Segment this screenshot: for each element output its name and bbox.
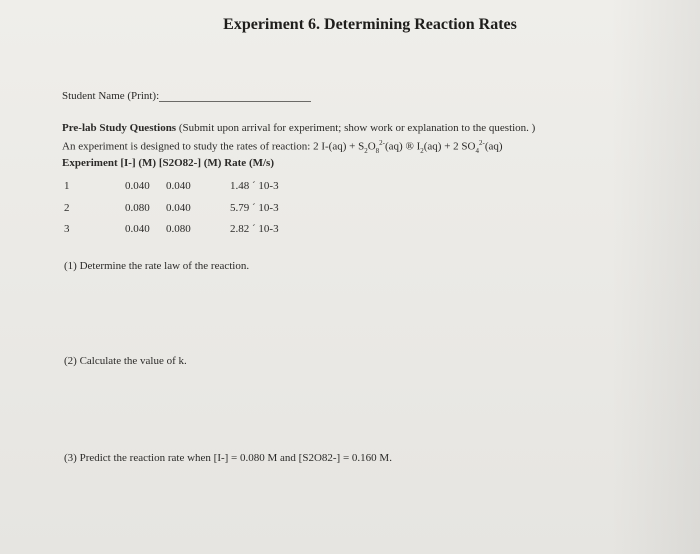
prelab-instructions (62, 122, 535, 134)
student-name-line[interactable] (159, 91, 311, 102)
intro-i2-sub: 2 (420, 146, 424, 155)
reaction-intro (62, 139, 503, 155)
prelab-heading: Pre-lab Study Questions (62, 122, 177, 134)
intro-text: An experiment is designed to study the rates of reaction: 2 I-(aq) + S (62, 140, 365, 153)
page-shadow (610, 0, 700, 554)
table-cell-rate: 1.48 ´ 10-3 (230, 180, 279, 192)
intro-s2-sub: 2 (364, 146, 368, 155)
table-cell-exp: 2 (64, 202, 70, 214)
intro-end-b: (aq) (484, 140, 503, 153)
table-header: Experiment [I-] (M) [S2O82-] (M) Rate (M/s) (62, 157, 274, 169)
intro-charge: 2- (379, 139, 386, 147)
table-cell-persulfate: 0.080 (166, 223, 191, 235)
question-3: (3) Predict the reaction rate when [I-] = 0.080 M and [S2O82-] = 0.160 M. (64, 452, 392, 464)
student-name-row (62, 90, 311, 102)
table-cell-rate: 5.79 ´ 10-3 (230, 202, 279, 214)
table-cell-exp: 1 (64, 180, 70, 192)
intro-mid: (aq) ® I (385, 140, 421, 153)
intro-charge2: 2- (478, 139, 485, 147)
table-cell-persulfate: 0.040 (166, 202, 191, 214)
page-title: Experiment 6. Determining Reaction Rates (223, 16, 517, 33)
intro-o8-sub: 8 (375, 146, 380, 155)
table-cell-iodide: 0.040 (125, 223, 150, 235)
intro-so4-sub: 4 (475, 146, 479, 155)
student-name-label: Student Name (Print): (62, 90, 160, 102)
table-cell-rate: 2.82 ´ 10-3 (230, 223, 279, 235)
prelab-note: (Submit upon arrival for experiment; show work or explanation to the question. ) (176, 122, 536, 134)
intro-end-a: (aq) + 2 SO (423, 140, 476, 153)
intro-o: O (367, 140, 376, 153)
table-cell-persulfate: 0.040 (166, 180, 191, 192)
table-cell-iodide: 0.080 (125, 202, 150, 214)
question-2: (2) Calculate the value of k. (64, 355, 187, 367)
question-1: (1) Determine the rate law of the reaction. (64, 260, 250, 272)
table-cell-exp: 3 (64, 223, 70, 235)
table-cell-iodide: 0.040 (125, 180, 150, 192)
